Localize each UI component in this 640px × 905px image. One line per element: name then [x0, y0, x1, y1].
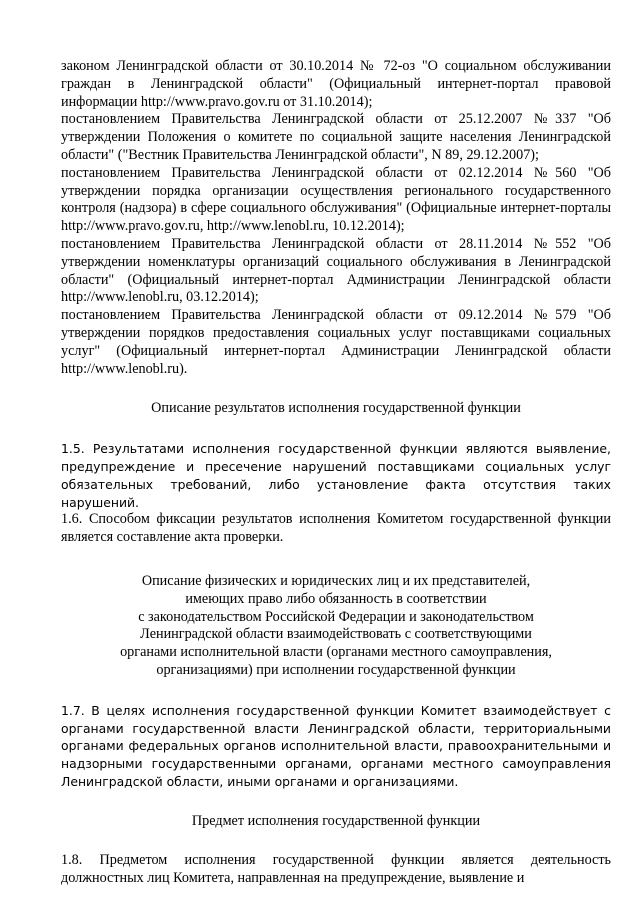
heading-line: с законодательством Российской Федерации и законодательством: [138, 608, 534, 625]
heading-line: Описание физических и юридических лиц и их представителей,: [141, 572, 531, 589]
heading-line: Ленинградской области взаимодействовать с соответствующими: [140, 626, 532, 643]
heading-line: имеющих право либо обязанность в соответствии: [185, 590, 487, 607]
legal-ref-law-72oz: законом Ленинградской области от 30.10.2014 № 72-оз "О социальном обслуживании граждан в Ленинградской области" (Официальный интернет-портал правовой информации http://www.pravo.gov.ru от 31.10.2014);: [61, 58, 611, 110]
legal-ref-resolution-552: постановлением Правительства Ленинградской области от 28.11.2014 №552 "Об утверждении номенклатуры организаций социального обслуживания в Ленинградской области" (Официальный интернет-портал Администрации Ленинградской области http://www.lenobl.ru, 03.12.2014);: [61, 235, 611, 306]
section-heading-persons: [61, 573, 611, 680]
legal-ref-resolution-560: постановлением Правительства Ленинградской области от 02.12.2014 №560 "Об утверждении порядка организации осуществления регионального государственного контроля (надзора) в сфере социального обслуживания" (Официальные интернет-порталы http://www.pravo.gov.ru, http://www.lenobl.ru, 10.12.2014);: [61, 164, 611, 235]
paragraph-1-6: 1.6. Способом фиксации результатов исполнения Комитетом государственной функции является составление акта проверки.: [61, 511, 611, 546]
paragraph-1-5: 1.5. Результатами исполнения государственной функции являются выявление, предупреждение и пресечение нарушений поставщиками социальных услуг обязательных требований, либо установление факта отсутствия таких нарушений.: [61, 441, 611, 510]
paragraph-1-8: 1.8. Предметом исполнения государственной функции является деятельность должностных лиц Комитета, направленная на предупреждение, выявление и: [61, 852, 611, 887]
section-heading-results: Описание результатов исполнения государственной функции: [151, 400, 521, 417]
paragraph-1-7: 1.7. В целях исполнения государственной функции Комитет взаимодействует с органами государственной власти Ленинградской области, территориальными органами федеральных органов исполнительной власти, правоохранительными и надзорными государственными органами, органами местного самоуправления Ленинградской области, иными органами и организациями.: [61, 702, 611, 789]
section-heading-subject: Предмет исполнения государственной функции: [191, 812, 481, 829]
heading-line: органами исполнительной власти (органами местного самоуправления,: [120, 644, 552, 661]
legal-ref-resolution-579: постановлением Правительства Ленинградской области от 09.12.2014 №579 "Об утверждении порядков предоставления социальных услуг поставщиками социальных услуг" (Официальный интернет-портал Администрации Ленинградской области http://www.lenobl.ru).: [61, 307, 611, 377]
heading-line: организациями) при исполнении государственной функции: [156, 661, 516, 678]
legal-ref-resolution-337: постановлением Правительства Ленинградской области от 25.12.2007 №337 "Об утверждении Положения о комитете по социальной защите населения Ленинградской области" ("Вестник Правительства Ленинградской области", N 89, 29.12.2007);: [61, 111, 611, 163]
